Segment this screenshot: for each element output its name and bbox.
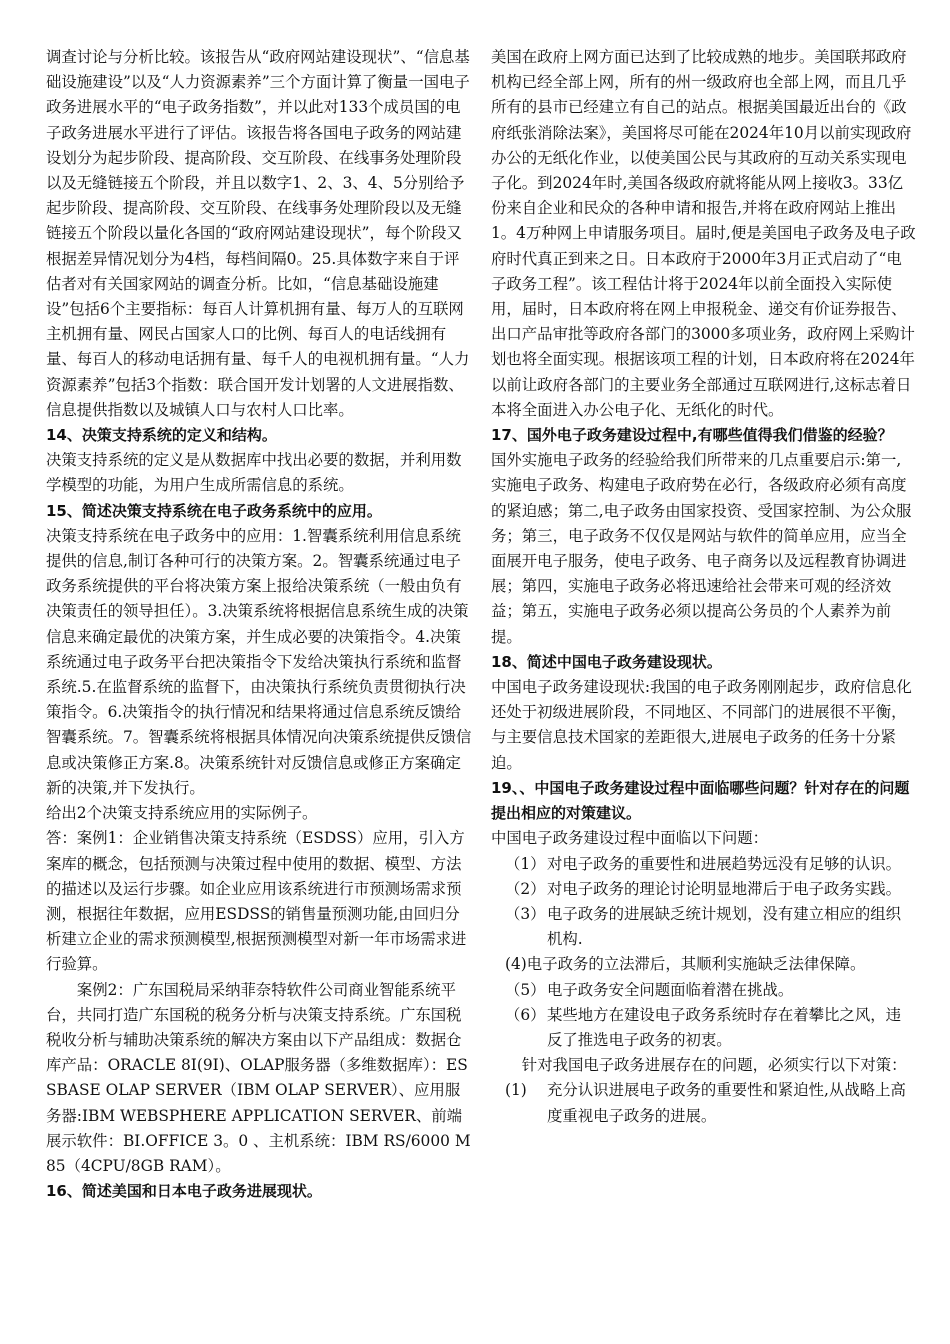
list-item-number: (1)	[505, 1081, 527, 1100]
list-item	[491, 1003, 916, 1053]
paragraph-17: 国外实施电子政务的经验给我们所带来的几点重要启示:第一,实施电子政务、构建电子政府势在必行，各级政府必须有高度的紧迫感；第二,电子政务由国家投资、受国家控制、为公众服务；第三，电子政务不仅仅是网站与软件的简单应用，应当全面展开电子服务，使电子政务、电子商务以及远程教育协调进展；第四，实施电子政务必将迅速给社会带来可观的经济效益；第五，实施电子政务必须以提高公务员的个人素养为前提。	[491, 451, 912, 646]
list-item-number: （2）	[505, 879, 546, 898]
right-column	[491, 45, 916, 1129]
list-item-text: 对电子政务的重要性和进展趋势远没有足够的认识。	[547, 854, 901, 873]
paragraph-e-gov-index: 调查讨论与分析比较。该报告从“政府网站建设现状”、“信息基础设施建设”以及“人力资源素养”三个方面计算了衡量一国电子政务进展水平的“电子政务指数”，并以此对133个成员国的电子政务进展水平进行了评估。该报告将各国电子政务的网站建设划分为起步阶段、提高阶段、交互阶段、在线事务处理阶段以及无缝链接五个阶段，并且以数字1、2、3、4、5分别给予起步阶段、提高阶段、交互阶段、在线事务处理阶段以及无缝链接五个阶段以量化各国的“政府网站建设现状”，每个阶段又根据差异情况划分为4档，每档间隔0。25.具体数字来自于评估者对有关国家网站的调查分析。比如，“信息基础设施建设”包括6个主要指标：每百人计算机拥有量、每万人的互联网主机拥有量、网民占国家人口的比例、每百人的电话线拥有量、每百人的移动电话拥有量、每千人的电视机拥有量。“人力资源素养”包括3个指数：联合国开发计划署的人文进展指数、信息提供指数以及城镇人口与农村人口比率。	[46, 48, 470, 419]
paragraph-15: 决策支持系统在电子政务中的应用：1.智囊系统利用信息系统提供的信息,制订各种可行的决策方案。2。智囊系统通过电子政务系统提供的平台将决策方案上报给决策系统（一般由负有决策责任的领导担任）。3.决策系统将根据信息系统生成的决策信息来确定最优的决策方案，并生成必要的决策指令。4.决策系统通过电子政务平台把决策指令下发给决策执行系统和监督系统.5.在监督系统的监督下，由决策执行系统负责贯彻执行决策指令。6.决策指令的执行情况和结果将通过信息系统反馈给智囊系统。7。智囊系统将根据具体情况向决策系统提供反馈信息或决策修正方案.8。决策系统针对反馈信息或修正方案确定新的决策,并下发执行。	[46, 526, 472, 797]
heading-16: 16、简述美国和日本电子政务进展现状。	[46, 1182, 322, 1201]
list-item-text: 某些地方在建设电子政务系统时存在着攀比之风，违反了推选电子政务的初衷。	[547, 1005, 901, 1049]
list-item	[491, 852, 916, 877]
list-item-number: （6）	[505, 1005, 546, 1024]
paragraph-19-measures: 针对我国电子政务进展存在的问题，必须实行以下对策：	[521, 1056, 907, 1075]
list-item	[491, 978, 916, 1003]
paragraph-case-2: 案例2：广东国税局采纳菲奈特软件公司商业智能系统平台，共同打造广东国税的税务分析与决策支持系统。广东国税税收分析与辅助决策系统的解决方案由以下产品组成：数据仓库产品：ORACLE 8I(9I)、OLAP服务器（多维数据库）：ESSBASE OLAP SERVER（IBM OLAP SERVER）、应用服务器:IBM WEBSPHERE APPLICATION SERVER、前端展示软件：BI.OFFICE 3。0 、主机系统：IBM RS/6000 M85（4CPU/8GB RAM）。	[46, 980, 471, 1175]
list-item-text: 对电子政务的理论讨论明显地滞后于电子政务实践。	[547, 879, 901, 898]
list-item-text: (4)电子政务的立法滞后，其顺利实施缺乏法律保障。	[505, 955, 866, 974]
list-item-number: （3）	[505, 904, 546, 923]
heading-17: 17、国外电子政务建设过程中,有哪些值得我们借鉴的经验？	[491, 426, 893, 445]
list-item-text: 电子政务的进展缺乏统计规划，没有建立相应的组织机构.	[547, 904, 901, 949]
heading-15: 15、简述决策支持系统在电子政务系统中的应用。	[46, 501, 382, 520]
paragraph-15-question: 给出2个决策支持系统应用的实际例子。	[46, 804, 318, 823]
measures-list	[491, 1078, 916, 1128]
list-item	[491, 1078, 916, 1128]
list-item-number: （1）	[505, 854, 546, 873]
list-item-number: （5）	[505, 980, 546, 999]
list-item-text: 电子政务安全问题面临着潜在挑战。	[547, 980, 794, 999]
paragraph-14: 决策支持系统的定义是从数据库中找出必要的数据，并利用数学模型的功能，为用户生成所需信息的系统。	[46, 451, 462, 495]
paragraph-18: 中国电子政务建设现状:我国的电子政务刚刚起步，政府信息化还处于初级进展阶段，不同地区、不同部门的进展很不平衡，与主要信息技术国家的差距很大,进展电子政务的任务十分紧迫。	[491, 678, 912, 772]
problems-list	[491, 852, 916, 1054]
heading-18: 18、简述中国电子政务建设现状。	[491, 652, 722, 671]
heading-14: 14、决策支持系统的定义和结构。	[46, 426, 277, 445]
left-column	[46, 45, 473, 1204]
list-item	[491, 952, 916, 977]
list-item	[491, 877, 916, 902]
heading-19: 19、、中国电子政务建设过程中面临哪些问题？针对存在的问题提出相应的对策建议。	[491, 778, 910, 823]
list-item-text: 充分认识进展电子政务的重要性和紧迫性,从战略上高度重视电子政务的进展。	[547, 1081, 906, 1125]
paragraph-19-intro: 中国电子政务建设过程中面临以下问题：	[491, 829, 769, 848]
list-item	[491, 902, 916, 952]
paragraph-16: 美国在政府上网方面已达到了比较成熟的地步。美国联邦政府机构已经全部上网，所有的州一级政府也全部上网，而且几乎所有的县市已经建立有自己的站点。根据美国最近出台的《政府纸张消除法案》，美国将尽可能在2024年10月以前实现政府办公的无纸化作业，以使美国公民与其政府的互动关系实现电子化。到2024年时,美国各级政府就将能从网上接收3。33亿份来自企业和民众的各种申请和报告,并将在政府网站上推出1。4万种网上申请服务项目。届时,便是美国电子政务及电子政府时代真正到来之日。日本政府于2000年3月正式启动了“电子政务工程”。该工程估计将于2024年以前全面投入实际使用，届时，日本政府将在网上申报税金、递交有价证券报告、出口产品审批等政府各部门的3000多项业务，政府网上采购计划也将全面实现。根据该项工程的计划，日本政府将在2024年以前让政府各部门的主要业务全部通过互联网进行,这标志着日本将全面进入办公电子化、无纸化的时代。	[491, 48, 916, 419]
paragraph-case-1: 答：案例1：企业销售决策支持系统（ESDSS）应用，引入方案库的概念，包括预测与决策过程中使用的数据、模型、方法的描述以及运行步骤。如企业应用该系统进行市预测场需求预测，根据往年数据，应用ESDSS的销售量预测功能,由回归分析建立企业的需求预测模型,根据预测模型对新一年市场需求进行验算。	[46, 829, 467, 974]
